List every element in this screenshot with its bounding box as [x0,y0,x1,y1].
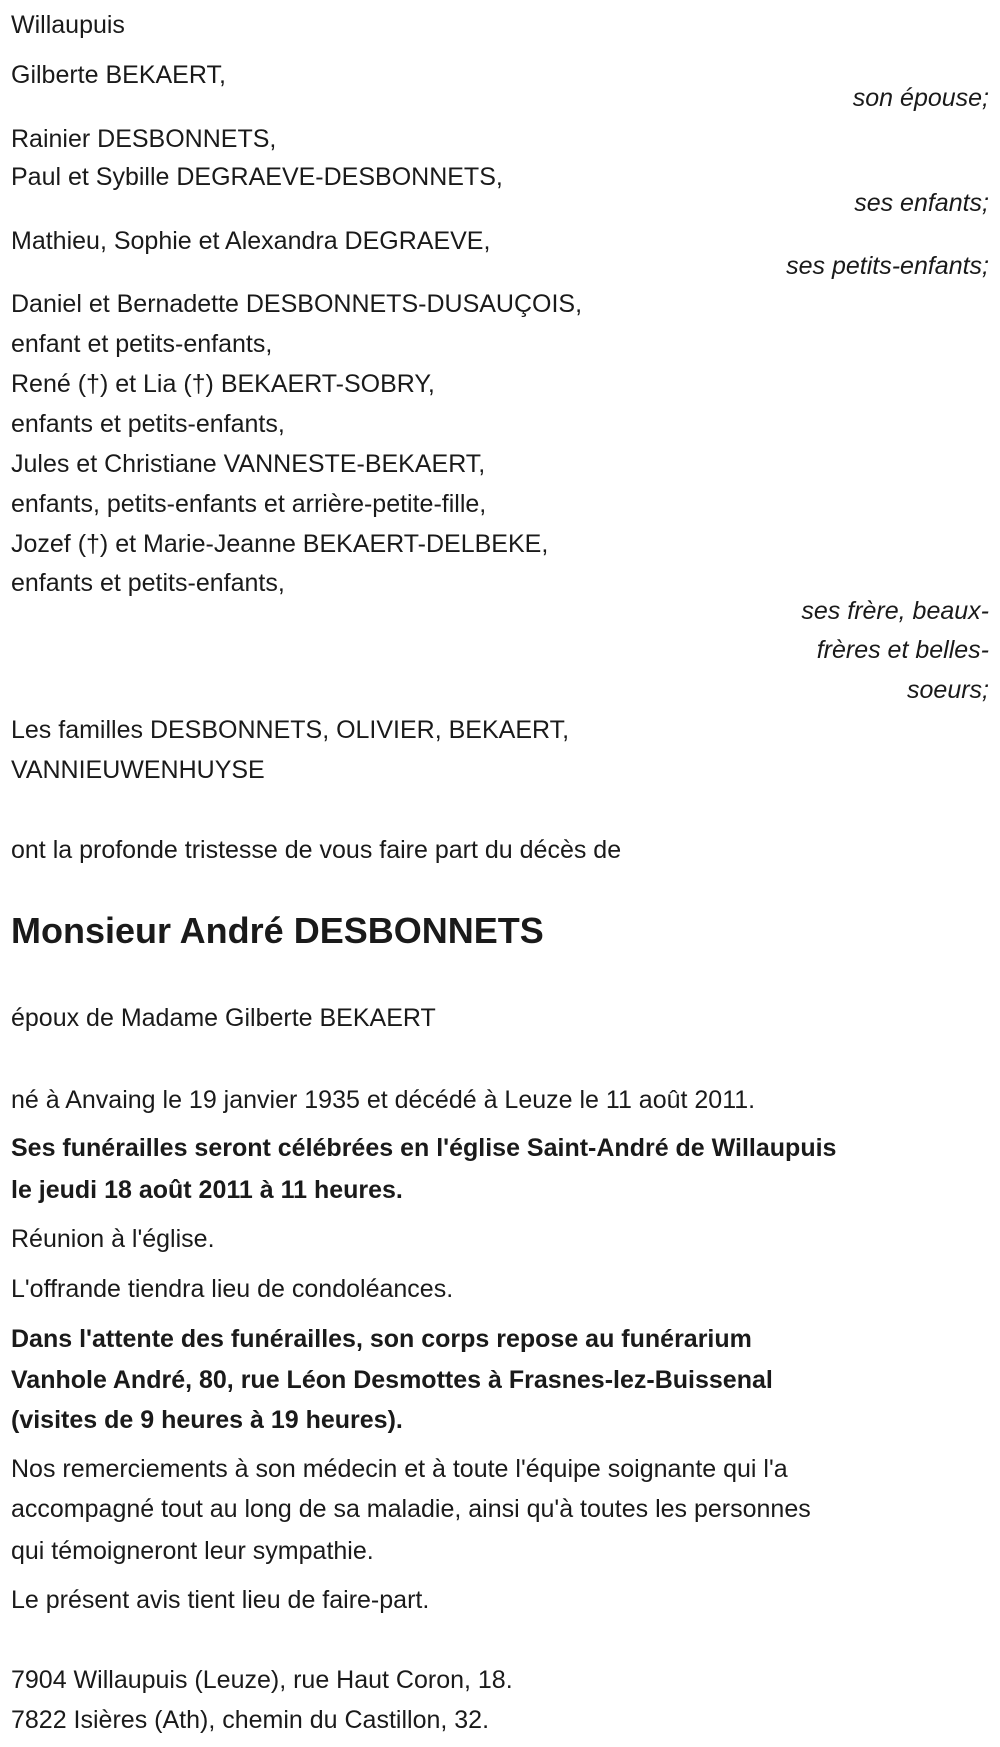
spouse-role: son épouse; [852,84,989,112]
grandchildren-role: ses petits-enfants; [786,252,989,280]
siblings-role: soeurs; [907,676,989,704]
address: 7904 Willaupuis (Leuze), rue Haut Coron, 18. [11,1666,513,1694]
rest-info: Dans l'attente des funérailles, son corps repose au funérarium [11,1325,752,1353]
meeting: Réunion à l'église. [11,1225,215,1253]
siblings-role: ses frère, beaux- [801,597,989,625]
place: Willaupuis [11,11,125,39]
children-role: ses enfants; [854,189,989,217]
funeral-info: le jeudi 18 août 2011 à 11 heures. [11,1176,403,1204]
announcement: ont la profonde tristesse de vous faire part du décès de [11,836,622,864]
thanks: qui témoigneront leur sympathie. [11,1537,374,1565]
sibling-line: enfants et petits-enfants, [11,569,285,597]
rest-info: (visites de 9 heures à 19 heures). [11,1406,403,1434]
thanks: accompagné tout au long de sa maladie, ainsi qu'à toutes les personnes [11,1495,811,1523]
families: Les familles DESBONNETS, OLIVIER, BEKAERT, [11,716,570,744]
sibling-line: enfant et petits-enfants, [11,330,273,358]
deceased-name: Monsieur André DESBONNETS [11,910,544,951]
child: Rainier DESBONNETS, [11,125,277,153]
sibling-line: Jozef (†) et Marie-Jeanne BEKAERT-DELBEKE, [11,530,549,558]
thanks: Nos remerciements à son médecin et à toute l'équipe soignante qui l'a [11,1455,788,1483]
spouse-of: époux de Madame Gilberte BEKAERT [11,1004,436,1032]
grandchildren: Mathieu, Sophie et Alexandra DEGRAEVE, [11,227,491,255]
sibling-line: enfants, petits-enfants et arrière-petite-fille, [11,490,487,518]
spouse: Gilberte BEKAERT, [11,61,226,89]
child: Paul et Sybille DEGRAEVE-DESBONNETS, [11,163,503,191]
sibling-line: enfants et petits-enfants, [11,410,285,438]
families: VANNIEUWENHUYSE [11,756,265,784]
siblings-role: frères et belles- [816,636,989,664]
notice: Le présent avis tient lieu de faire-part. [11,1586,430,1614]
address: 7822 Isières (Ath), chemin du Castillon, 32. [11,1706,490,1734]
dates: né à Anvaing le 19 janvier 1935 et décédé à Leuze le 11 août 2011. [11,1086,756,1114]
sibling-line: Jules et Christiane VANNESTE-BEKAERT, [11,450,486,478]
sibling-line: Daniel et Bernadette DESBONNETS-DUSAUÇOIS, [11,290,583,318]
offering: L'offrande tiendra lieu de condoléances. [11,1275,454,1303]
funeral-info: Ses funérailles seront célébrées en l'église Saint-André de Willaupuis [11,1134,837,1162]
rest-info: Vanhole André, 80, rue Léon Desmottes à Frasnes-lez-Buissenal [11,1366,773,1394]
sibling-line: René (†) et Lia (†) BEKAERT-SOBRY, [11,370,435,398]
